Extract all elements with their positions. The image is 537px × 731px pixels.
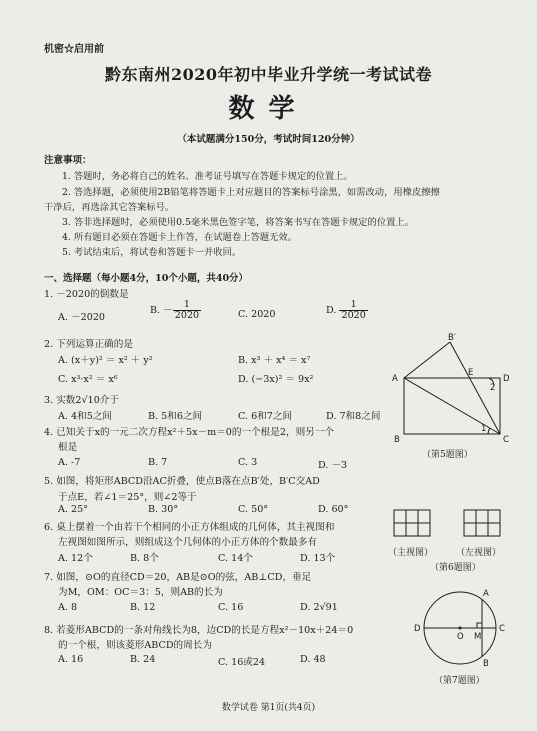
figure-7-caption: （第7题图） [434, 676, 485, 686]
secret-label: 机密☆启用前 [44, 44, 104, 55]
note-item: 1. 答题时，务必将自己的姓名、准考证号填写在答题卡规定的位置上。 [62, 171, 353, 182]
front-view-caption: （主视图） [388, 548, 434, 558]
question-7-stem-cont: 为M，OM：OC＝3：5，则AB的长为 [58, 587, 223, 598]
question-5-stem: 5. 如图，将矩形ABCD沿AC折叠，使点B落在点B′处，B′C交AD [44, 476, 320, 487]
q7-option-c: C. 16 [218, 602, 244, 613]
note-item: 3. 答非选择题时，必须使用0.5毫米黑色签字笔，将答案书写在答题卡规定的位置上。 [62, 217, 415, 228]
question-6-stem: 6. 桌上摆着一个由若干个相同的小正方体组成的几何体，其主视图和 [44, 522, 335, 533]
front-view [394, 510, 430, 536]
question-3-stem: 3. 实数2√10介于 [44, 395, 120, 406]
q3-option-a: A. 4和5之间 [58, 411, 113, 422]
q6-option-d: D. 13个 [300, 553, 336, 564]
figure-5 [392, 333, 512, 448]
point-e-label: E [468, 368, 474, 378]
q6-option-c: C. 14个 [218, 553, 253, 564]
question-5-stem-cont: 于点E，若∠1＝25°，则∠2等于 [58, 492, 197, 503]
figure-6 [390, 508, 520, 540]
q6-option-b: B. 8个 [130, 553, 159, 564]
question-2-stem: 2. 下列运算正确的是 [44, 339, 133, 350]
left-view-caption: （左视图） [456, 548, 502, 558]
question-7-stem: 7. 如图，⊙O的直径CD＝20，AB是⊙O的弦，AB⊥CD，垂足 [44, 572, 312, 583]
point-c-label: C [503, 435, 509, 445]
q2-option-d: D. (−3x)² ＝ 9x² [238, 374, 314, 385]
figure-6-caption: （第6题图） [430, 563, 481, 573]
note-item: 5. 考试结束后，将试卷和答题卡一并收回。 [62, 247, 242, 258]
point-b-label: B [394, 435, 400, 445]
question-1-stem: 1. －2020的倒数是 [44, 289, 129, 300]
question-4-stem: 4. 已知关于x的一元二次方程x²＋5x－m＝0的一个根是2，则另一个 [44, 427, 334, 438]
q7-option-d: D. 2√91 [300, 602, 338, 613]
q5-option-a: A. 25° [58, 504, 89, 515]
q4-option-b: B. 7 [148, 457, 168, 468]
q6-option-a: A. 12个 [58, 553, 93, 564]
q2-option-b: B. x³ ＋ x⁴ ＝ x⁷ [238, 355, 311, 366]
q1-option-d: D. $\frac{1}{2020}$ [326, 299, 366, 322]
page-footer: 数学试卷 第1页(共4页) [221, 703, 316, 713]
point-c-label: C [499, 624, 505, 634]
left-view [464, 510, 500, 536]
point-b-prime-label: B′ [448, 333, 456, 343]
q8-option-c: C. 16或24 [218, 657, 266, 668]
note-item: 2. 答选择题，必须使用2B铅笔将答题卡上对应题目的答案标号涂黑，如需改动，用橡皮擦擦 [62, 187, 440, 198]
q3-option-b: B. 5和6之间 [148, 411, 203, 422]
point-d-label: D [503, 374, 510, 384]
score-info: （本试题满分150分，考试时间120分钟） [177, 134, 360, 145]
right-angle-mark [477, 623, 482, 628]
q2-option-c: C. x³·x² ＝ x⁶ [58, 374, 118, 385]
question-8-stem: 8. 若菱形ABCD的一条对角线长为8，边CD的长是方程x²－10x＋24＝0 [44, 625, 354, 636]
q4-option-d: D. －3 [318, 460, 348, 471]
subject-title: 数学 [228, 94, 309, 124]
q8-option-d: D. 48 [300, 654, 326, 665]
point-o-label: O [457, 632, 464, 642]
q4-option-a: A. -7 [58, 457, 81, 468]
note-item: 干净后，再选涂其它答案标号。 [44, 202, 175, 213]
q3-option-c: C. 6和7之间 [238, 411, 293, 422]
q5-option-b: B. 30° [148, 504, 179, 515]
point-d-label: D [414, 624, 421, 634]
point-a-label: A [483, 589, 489, 599]
question-8-stem-cont: 的一个根，则该菱形ABCD的周长为 [58, 640, 212, 651]
point-m-label: M [474, 632, 482, 642]
exam-title: 黔东南州2020年初中毕业升学统一考试试卷 [104, 65, 433, 84]
question-6-stem-cont: 左视图如图所示，则组成这个几何体的小正方体的个数最多有 [58, 537, 318, 548]
q7-option-a: A. 8 [58, 602, 78, 613]
q1-option-b: B. － $\frac{1}{2020}$ [150, 299, 200, 322]
segment-ab-prime [404, 342, 450, 378]
q2-option-a: A. (x＋y)² ＝ x² ＋ y² [58, 355, 153, 366]
figure-7 [412, 578, 512, 678]
point-b-label: B [483, 659, 489, 669]
q3-option-d: D. 7和8之间 [326, 411, 381, 422]
q4-option-c: C. 3 [238, 457, 258, 468]
q1-option-c: C. 2020 [238, 309, 276, 320]
q5-option-c: C. 50° [238, 504, 269, 515]
angle-1-arc [488, 428, 490, 434]
note-item: 4. 所有题目必须在答题卡上作答，在试题卷上答题无效。 [62, 232, 297, 243]
angle-2-label: 2 [490, 383, 496, 393]
center-point [459, 627, 462, 630]
question-4-stem-cont: 根是 [58, 442, 78, 453]
angle-1-label: 1 [481, 424, 487, 434]
q7-option-b: B. 12 [130, 602, 156, 613]
q8-option-a: A. 16 [58, 654, 84, 665]
notes-heading: 注意事项： [44, 155, 92, 166]
q8-option-b: B. 24 [130, 654, 156, 665]
q1-option-a: A. －2020 [58, 312, 106, 323]
figure-5-caption: （第5题图） [422, 450, 473, 460]
section-heading: 一、选择题（每小题4分，10个小题，共40分） [44, 273, 249, 284]
point-a-label: A [392, 374, 398, 384]
q5-option-d: D. 60° [318, 504, 349, 515]
